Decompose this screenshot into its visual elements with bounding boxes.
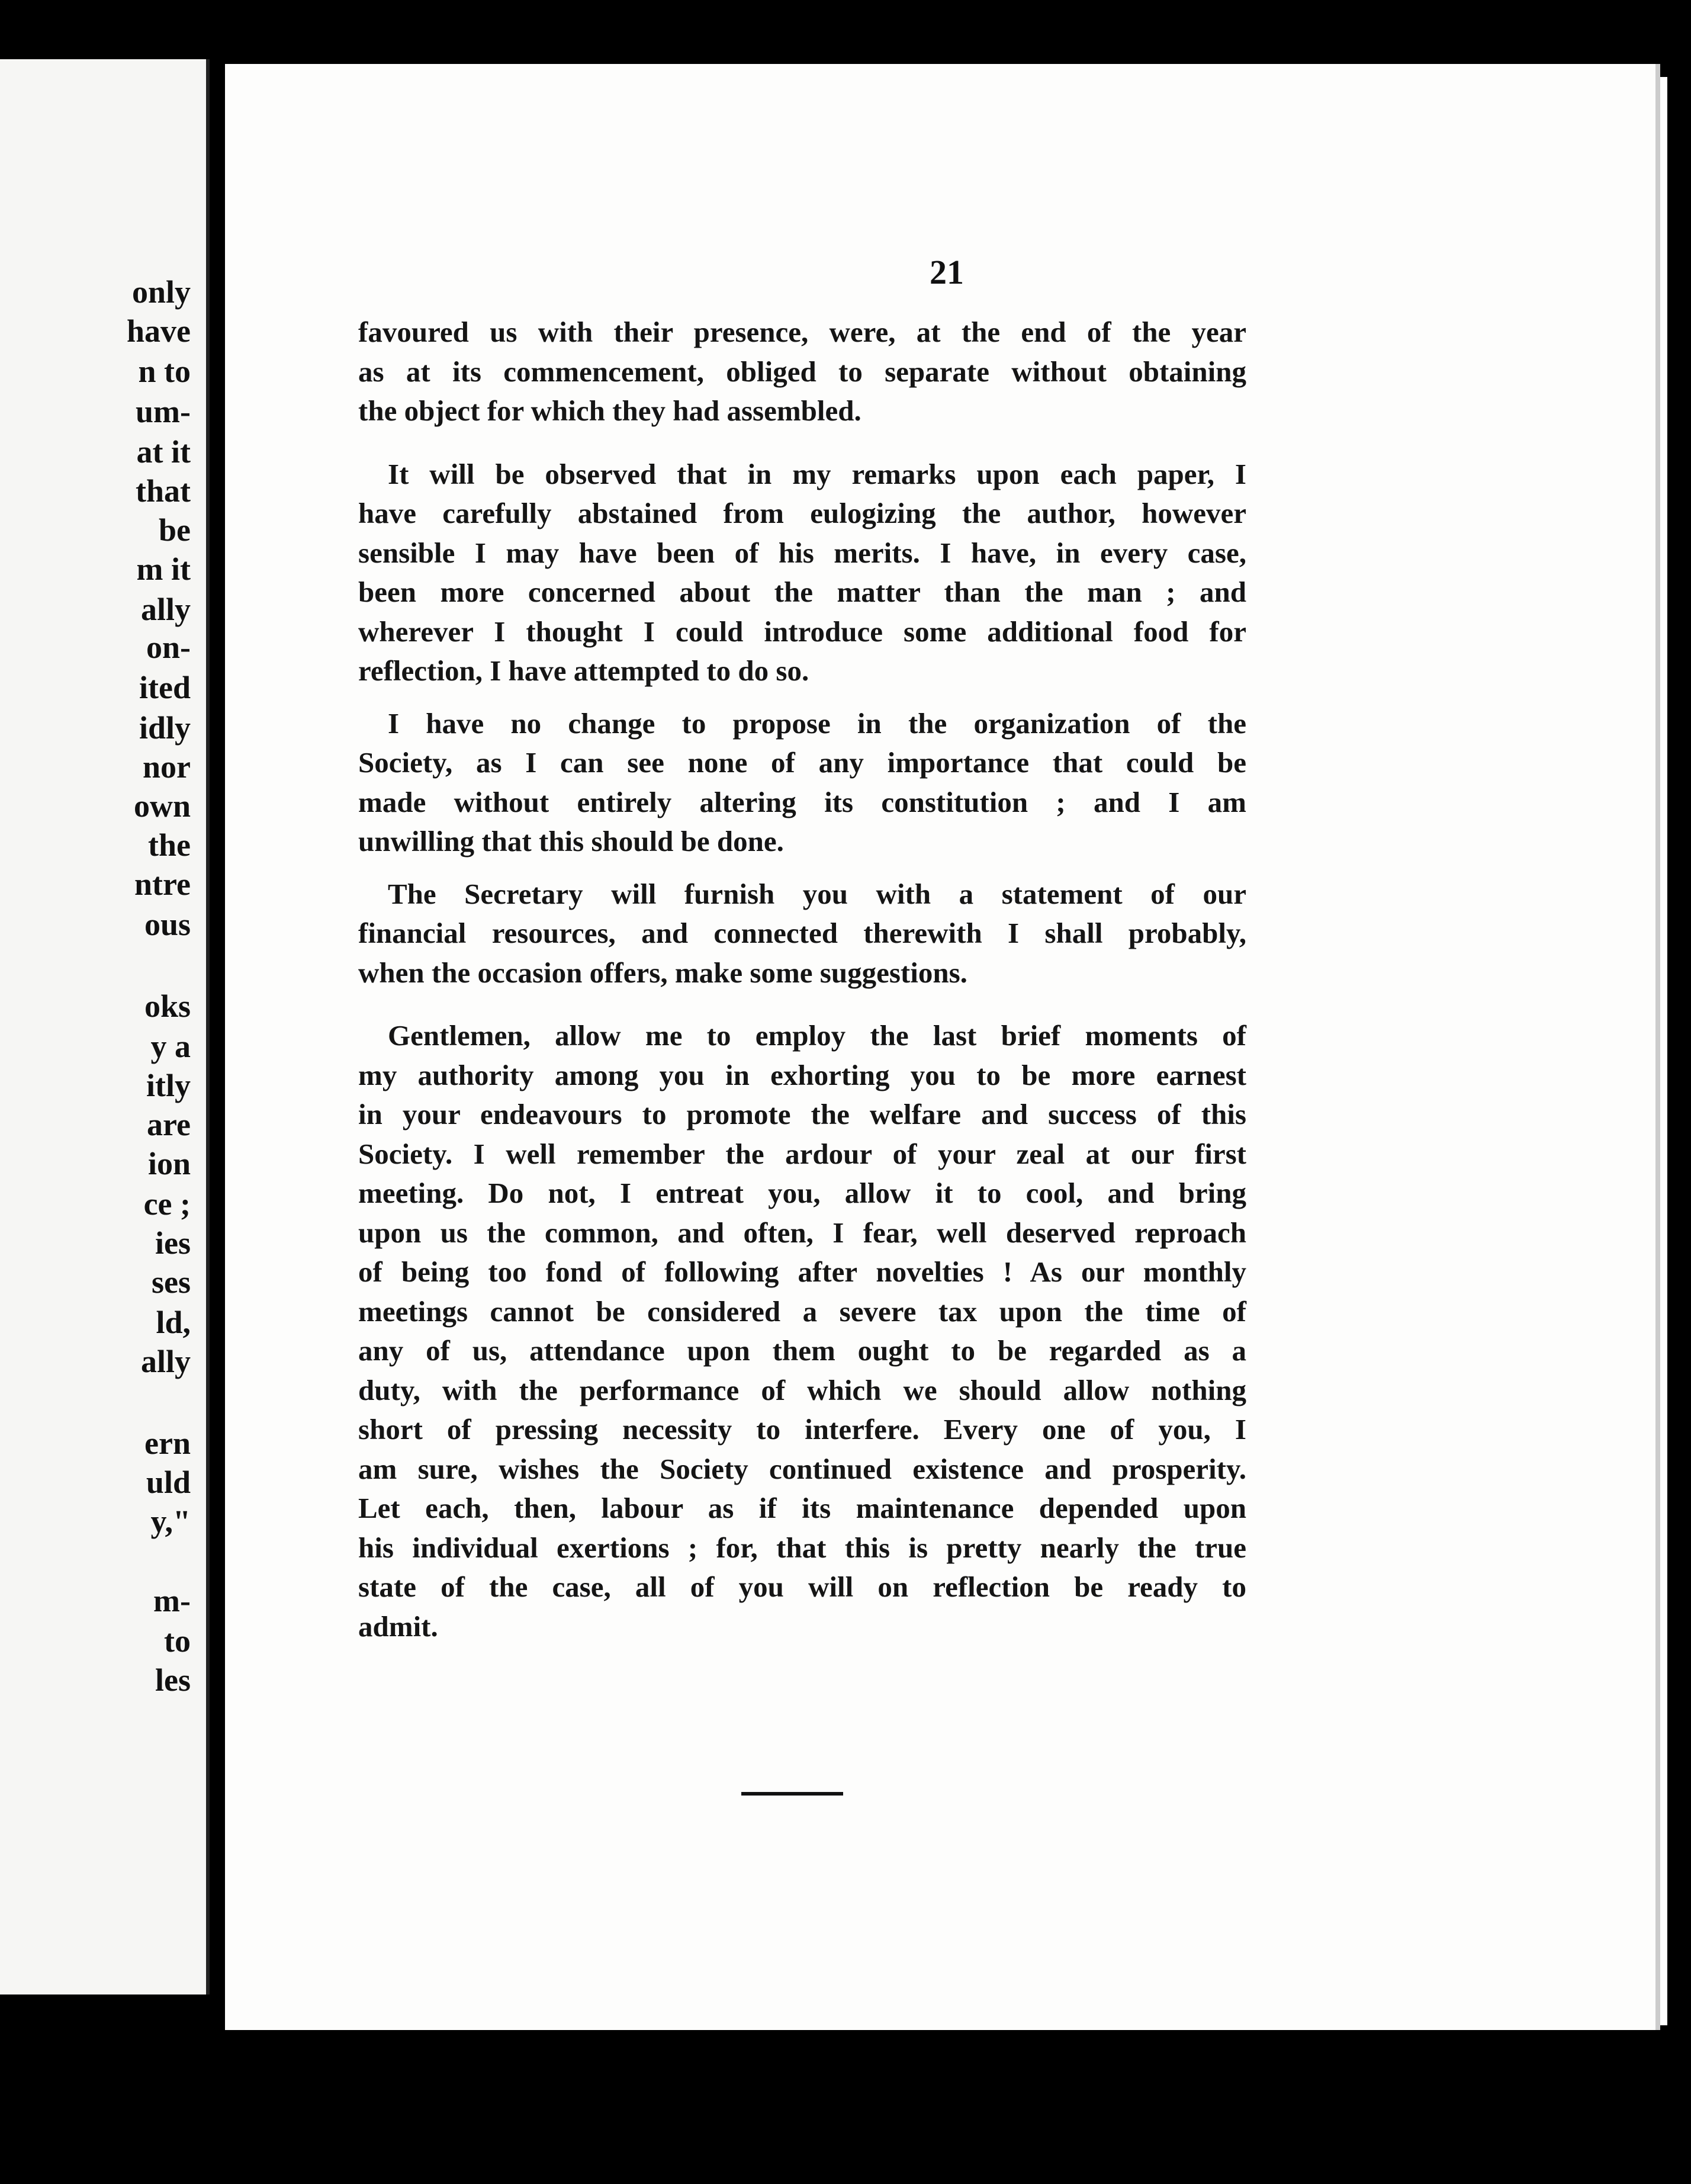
previous-page-line: at it: [136, 434, 191, 470]
previous-page-line: uld: [146, 1464, 191, 1500]
previous-page-line: les: [155, 1662, 191, 1698]
previous-page-line: the: [148, 827, 191, 863]
previous-page-line: ally: [140, 1344, 191, 1379]
text-line: favoured us with their presence, were, at the end of the year: [358, 316, 1246, 348]
text-line: any of us, attendance upon them ought to be regarded as a: [358, 1334, 1246, 1367]
paragraph: [358, 1016, 1246, 1646]
page-body: [358, 313, 1246, 1646]
previous-page-line: have: [127, 313, 191, 349]
text-line: meeting. Do not, I entreat you, allow it to cool, and bring: [358, 1177, 1246, 1209]
previous-page-line: ous: [144, 907, 191, 942]
paragraph-gap: [358, 993, 1246, 1016]
text-line: upon us the common, and often, I fear, well deserved reproach: [358, 1216, 1246, 1249]
text-line: have carefully abstained from eulogizing the author, however: [358, 497, 1246, 529]
previous-page-line: um-: [136, 394, 191, 429]
paragraph: [358, 313, 1246, 431]
text-line: am sure, wishes the Society continued existence and prosperity.: [358, 1452, 1246, 1485]
previous-page-line: n to: [138, 354, 191, 389]
previous-page-line: ld,: [156, 1305, 191, 1340]
previous-page-line: ce ;: [143, 1186, 191, 1222]
text-line: unwilling that this should be done.: [358, 825, 784, 857]
text-line: of being too fond of following after novelties ! As our monthly: [358, 1255, 1246, 1288]
text-line: duty, with the performance of which we should allow nothing: [358, 1373, 1246, 1406]
text-line: reflection, I have attempted to do so.: [358, 654, 809, 687]
text-line: when the occasion offers, make some suggestions.: [358, 956, 967, 989]
text-line: sensible I may have been of his merits. I have, in every case,: [358, 536, 1246, 569]
previous-page-line: that: [136, 473, 191, 509]
book-page: [225, 64, 1655, 2030]
previous-page-line: ited: [139, 670, 191, 705]
previous-page-line: ern: [144, 1425, 191, 1461]
closing-rule: [741, 1792, 843, 1796]
previous-page-line: y,": [150, 1504, 191, 1539]
previous-page-line: are: [147, 1107, 191, 1142]
text-line: Let each, then, labour as if its maintenance depended upon: [358, 1492, 1246, 1524]
previous-page-line: own: [133, 788, 191, 824]
previous-page-line: y a: [150, 1029, 191, 1064]
previous-page-line: nor: [143, 749, 191, 785]
previous-page-line: oks: [144, 988, 191, 1024]
text-line: been more concerned about the matter than the man ; and: [358, 576, 1246, 608]
paragraph: [358, 704, 1246, 862]
text-line: wherever I thought I could introduce some additional food for: [358, 615, 1246, 648]
paragraph: [358, 455, 1246, 691]
previous-page-line: idly: [139, 710, 191, 746]
previous-page-strip: [0, 59, 210, 1994]
text-line: my authority among you in exhorting you to be more earnest: [358, 1058, 1246, 1091]
previous-page-line: be: [159, 512, 191, 548]
text-line: state of the case, all of you will on reflection be ready to: [358, 1570, 1246, 1603]
paragraph-gap: [358, 431, 1246, 455]
text-line: Gentlemen, allow me to employ the last brief moments of: [388, 1019, 1246, 1052]
text-line: his individual exertions ; for, that this is pretty nearly the true: [358, 1531, 1246, 1564]
paragraph: [358, 875, 1246, 993]
text-line: the object for which they had assembled.: [358, 394, 861, 427]
text-line: made without entirely altering its constitution ; and I am: [358, 785, 1246, 818]
text-line: It will be observed that in my remarks upon each paper, I: [388, 457, 1246, 490]
text-line: as at its commencement, obliged to separate without obtaining: [358, 355, 1246, 388]
text-line: Society, as I can see none of any importance that could be: [358, 746, 1246, 779]
text-line: Society. I well remember the ardour of your zeal at our first: [358, 1137, 1246, 1170]
previous-page-line: on-: [146, 629, 191, 665]
paragraph-gap: [358, 691, 1246, 704]
text-line: I have no change to propose in the organization of the: [388, 706, 1246, 740]
text-line: financial resources, and connected therewith I shall probably,: [358, 917, 1246, 949]
page-edge: [1659, 77, 1667, 2025]
previous-page-line: ses: [152, 1264, 191, 1300]
previous-page-line: m-: [153, 1583, 191, 1618]
previous-page-line: only: [131, 274, 191, 310]
previous-page-line: ntre: [134, 866, 191, 902]
previous-page-line: itly: [146, 1068, 191, 1103]
paragraph-gap: [358, 862, 1246, 875]
text-line: in your endeavours to promote the welfare and success of this: [358, 1098, 1246, 1130]
text-line: meetings cannot be considered a severe tax upon the time of: [358, 1295, 1246, 1328]
previous-page-line: to: [164, 1623, 191, 1659]
previous-page-line: ies: [155, 1225, 191, 1261]
previous-page-line: ion: [147, 1146, 191, 1181]
text-line: admit.: [358, 1610, 438, 1643]
page-number: 21: [930, 253, 964, 291]
previous-page-line: ally: [140, 592, 191, 627]
text-line: The Secretary will furnish you with a statement of our: [388, 877, 1246, 910]
previous-page-line: m it: [136, 551, 191, 587]
text-line: short of pressing necessity to interfere. Every one of you, I: [358, 1413, 1246, 1446]
